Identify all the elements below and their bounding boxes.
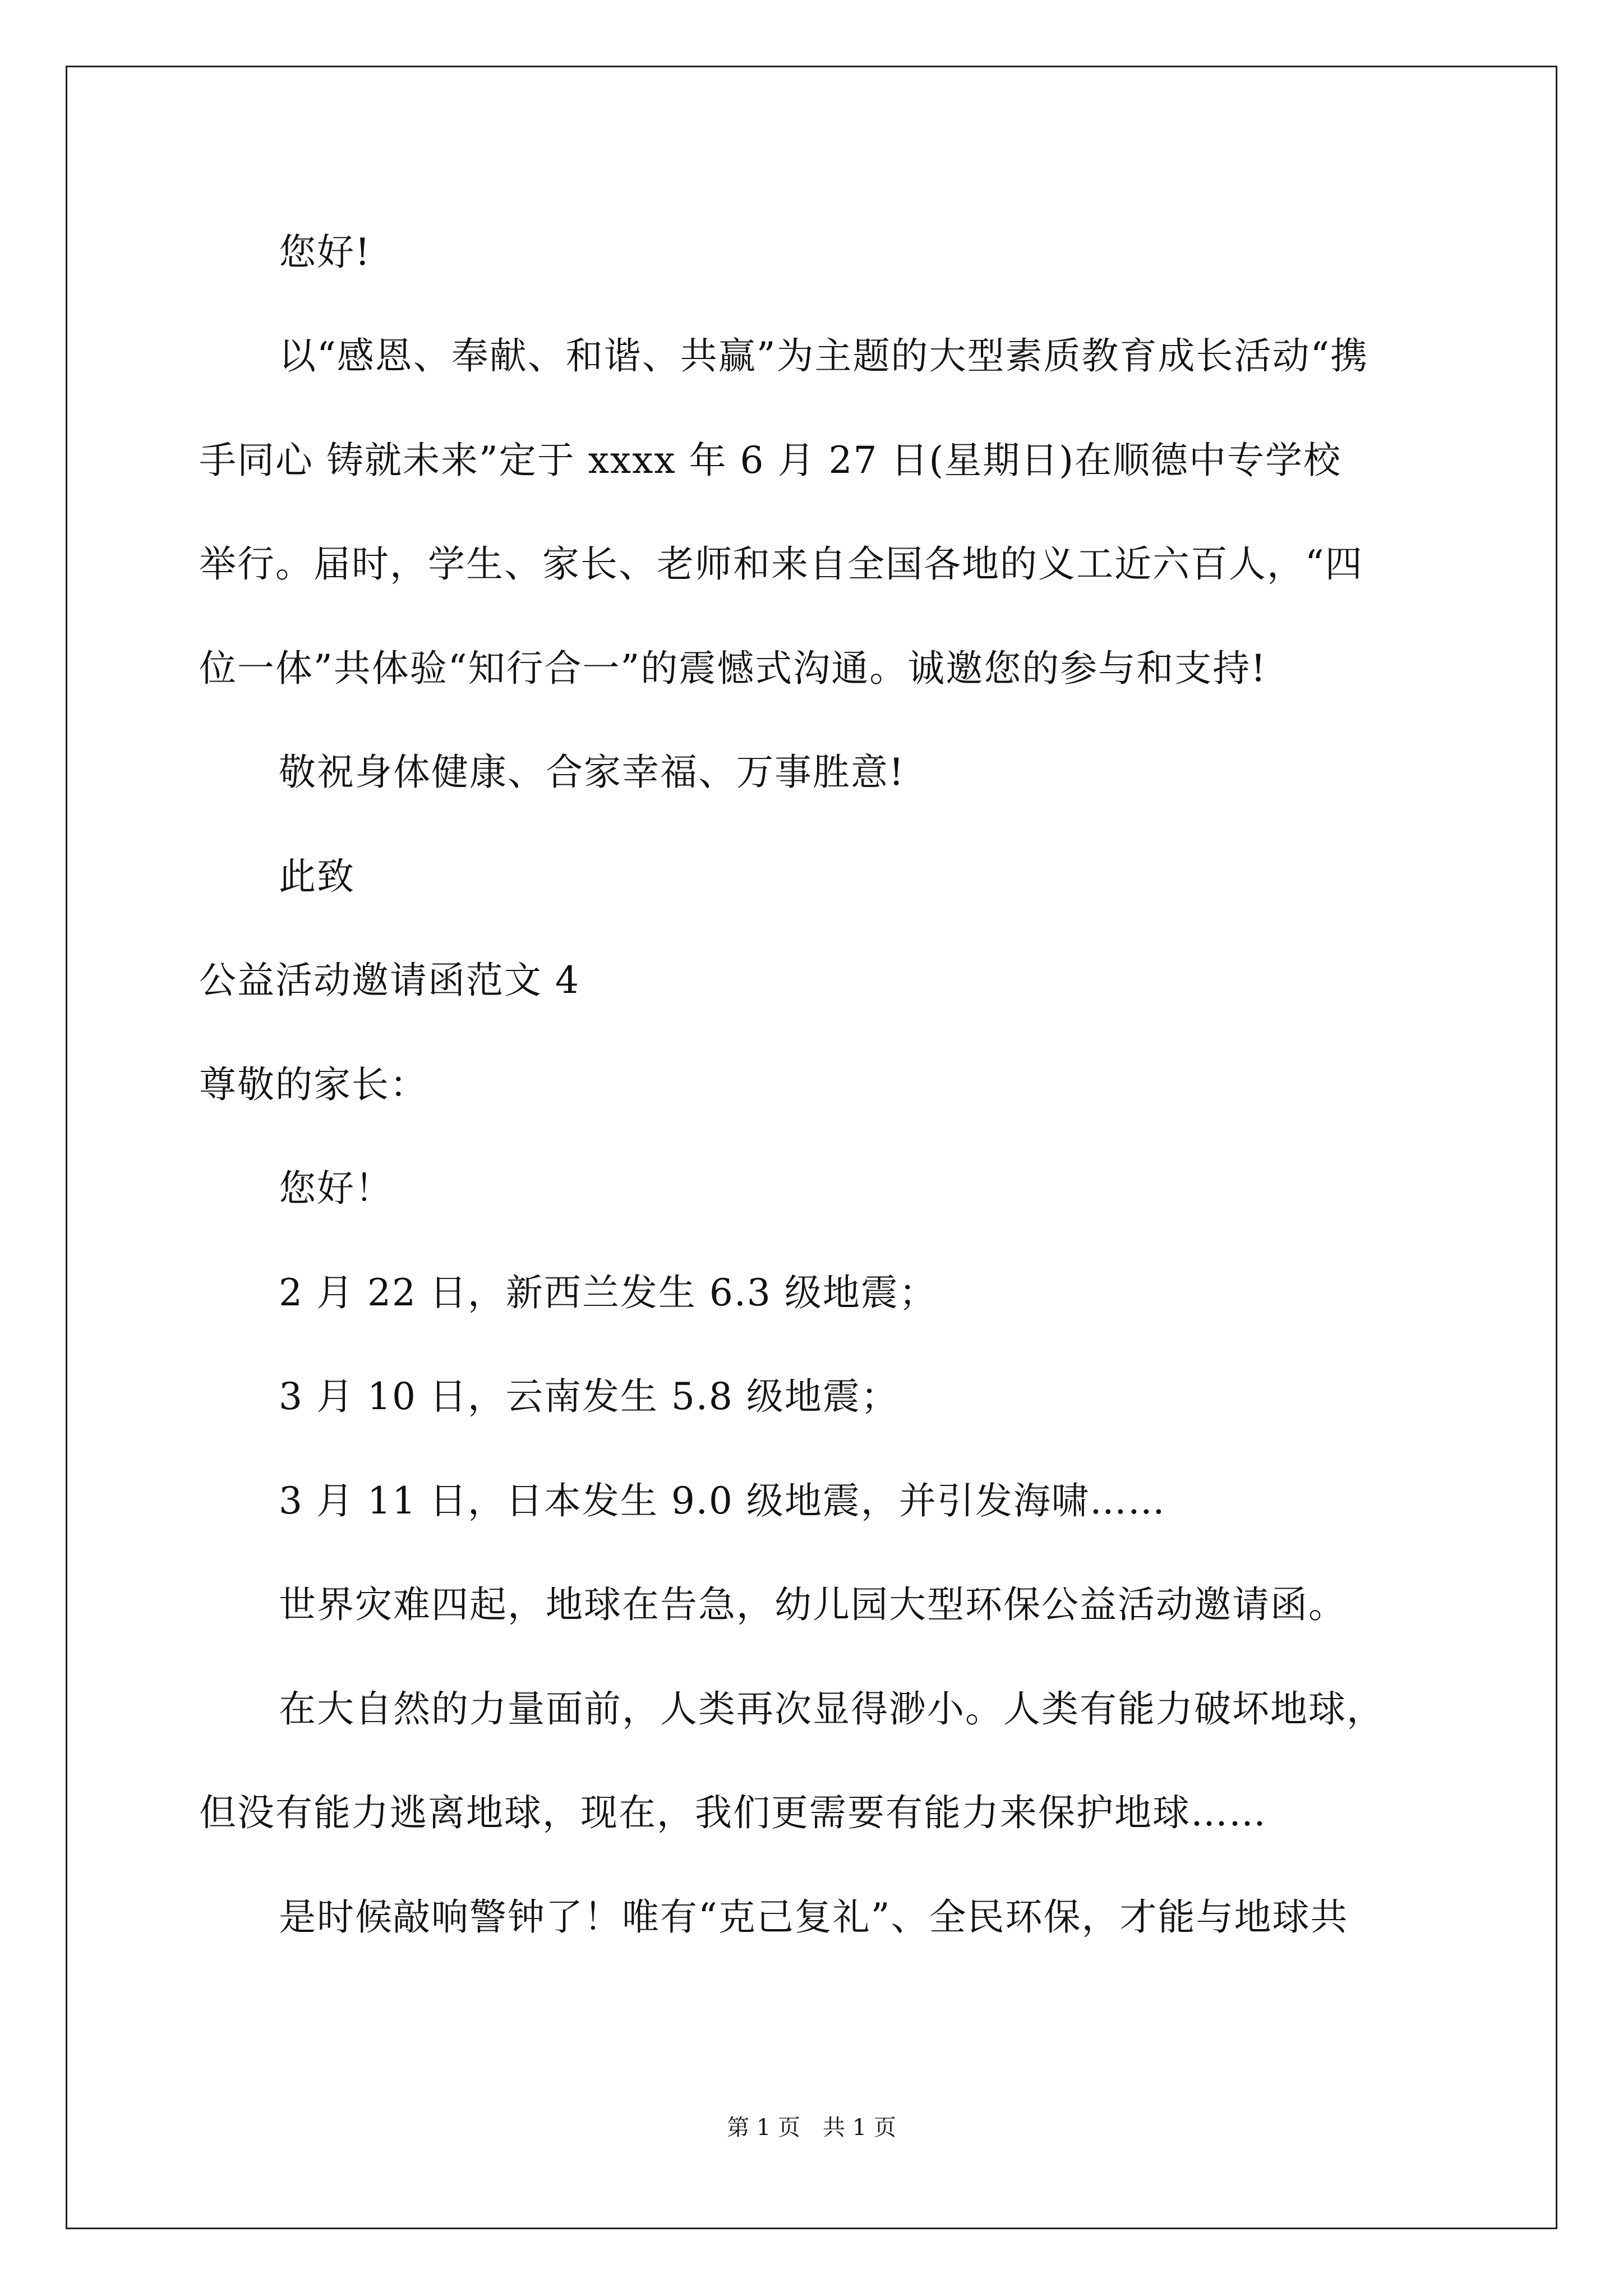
greeting-line: 您好! [279,231,371,274]
salutation-line: 尊敬的家长： [199,1063,428,1106]
paragraph-line: 以“感恩、奉献、和谐、共赢”为主题的大型素质教育成长活动“携 [279,334,1369,378]
blessing-line: 敬祝身体健康、合家幸福、万事胜意! [279,751,905,794]
paragraph-line: 是时候敲响警钟了！唯有“克己复礼”、全民环保，才能与地球共 [279,1895,1349,1939]
greeting-line: 您好！ [279,1167,393,1210]
paragraph-line: 举行。届时，学生、家长、老师和来自全国各地的义工近六百人，“四 [199,542,1363,586]
paragraph-line: 位一体”共体验“知行合一”的震憾式沟通。诚邀您的参与和支持! [199,647,1267,690]
section-title: 公益活动邀请函范文 4 [199,959,580,1002]
paragraph-line: 在大自然的力量面前，人类再次显得渺小。人类有能力破坏地球， [279,1687,1385,1731]
paragraph-line: 世界灾难四起，地球在告急，幼儿园大型环保公益活动邀请函。 [279,1583,1347,1626]
paragraph-line: 2 月 22 日，新西兰发生 6.3 级地震； [279,1271,937,1314]
page-footer: 第 1 页 共 1 页 [727,2115,896,2141]
closing-line: 此致 [279,855,355,898]
paragraph-line: 3 月 10 日，云南发生 5.8 级地震； [279,1375,899,1418]
paragraph-line: 手同心 铸就未来”定于 xxxx 年 6 月 27 日(星期日)在顺德中专学校 [199,439,1341,482]
paragraph-line: 但没有能力逃离地球，现在，我们更需要有能力来保护地球…… [199,1791,1267,1834]
paragraph-line: 3 月 11 日，日本发生 9.0 级地震，并引发海啸…… [279,1479,1166,1522]
